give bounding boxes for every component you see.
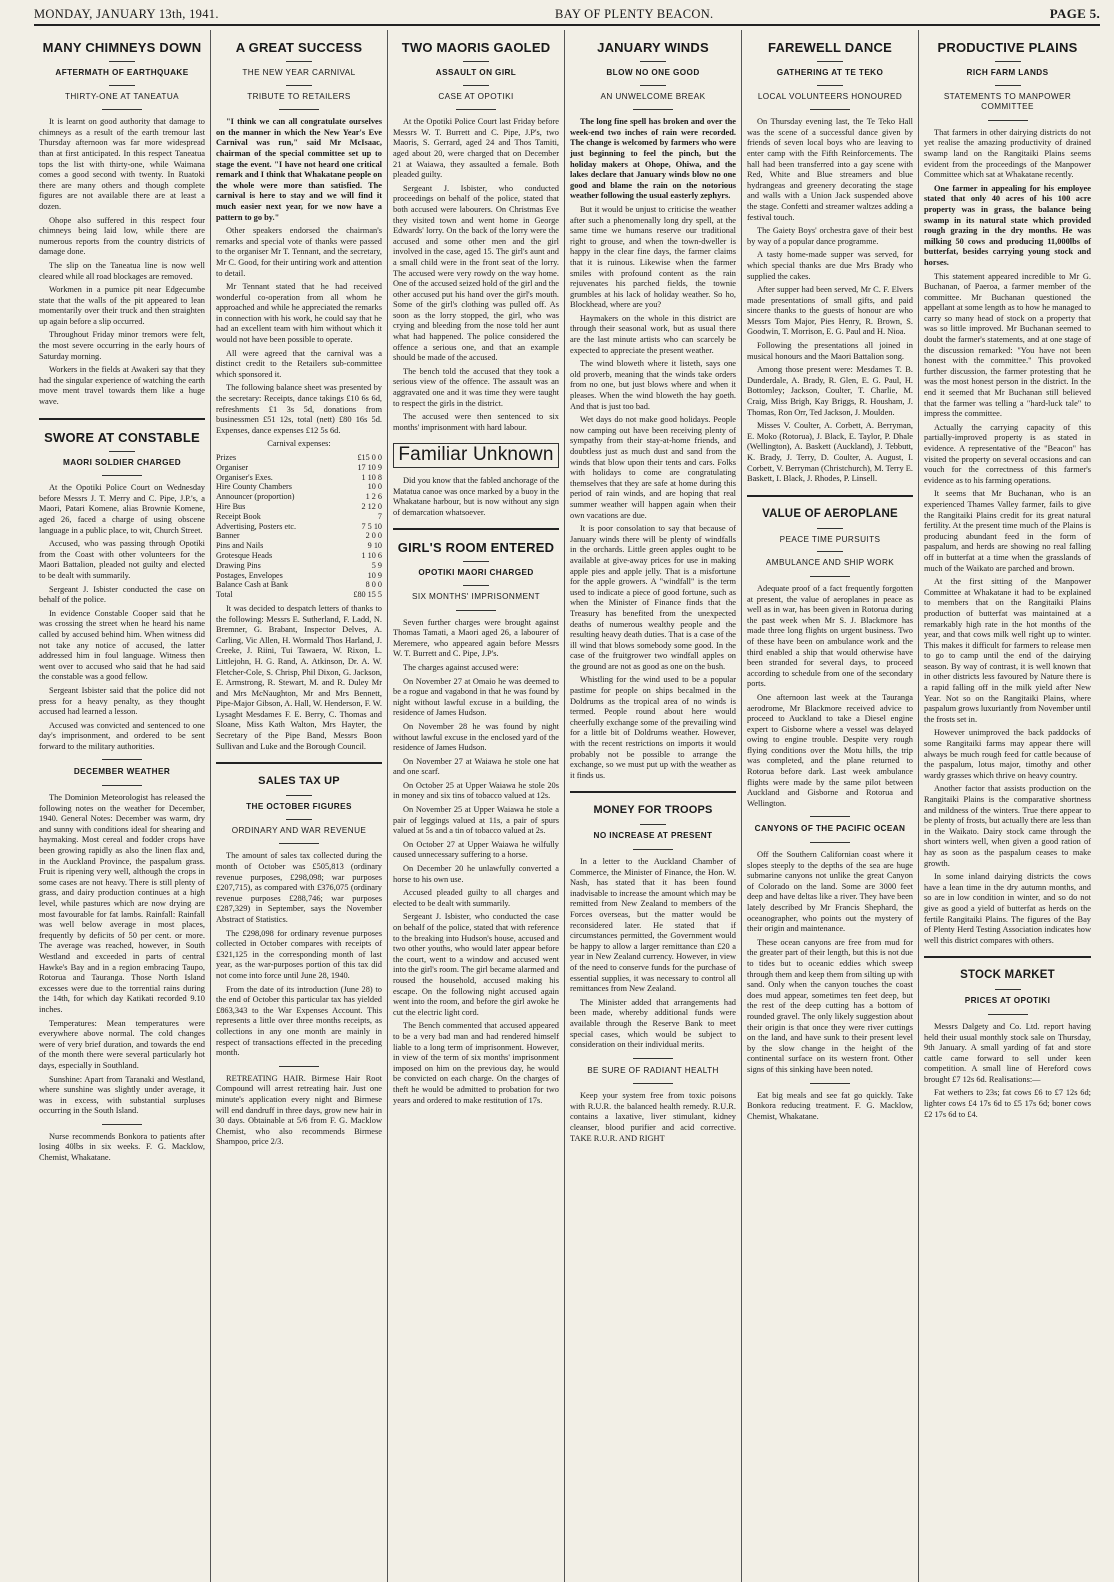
paragraph: Sergeant J. Isbister conducted the case on behalf of the police. [39,584,205,605]
divider [463,585,489,586]
subheading: SIX MONTHS' IMPRISONMENT [411,591,541,601]
subheading: BLOW NO ONE GOOD [606,68,700,77]
expense-item: Prizes [216,453,237,462]
divider [102,785,142,786]
paragraph: These ocean canyons are free from mud for the greater part of their length, but this is not due to tides but to oceanic eddies which sweep through them and keep them from silting up with sand. Only when the canyon touches the coast does mud appear, sometimes ten feet deep, but the rest of the deep cutting has a bottom of rounded gravel. The only likely suggestion about their origin is that once they were river cuttings on the land, and have sunk to their present level by the slow change in the height of the continental surface on its western front. Other signs of this sinking have been noted. [747,937,913,1074]
divider [102,109,142,110]
expense-row [216,561,382,571]
column-5 [742,30,919,1582]
subheading: STATEMENTS TO MANPOWER COMMITTEE [943,91,1072,112]
paragraph: In evidence Constable Cooper said that he was crossing the street when he heard his name called by accused behind him. When witness did not take any notice of accused, the latter addressed him in foul language. Witness then went over to accused who said that he had said the constable was a good fellow. [39,608,205,682]
expense-amount: 7 [377,511,382,521]
divider [810,816,850,817]
advertisement: Nurse recommends Bonkora to patients after losing 40lbs in six weeks. F. G. Macklow, Chemist, Whakatane. [39,1131,205,1163]
divider [109,451,135,452]
headline: FAREWELL DANCE [768,40,892,55]
expense-item: Pins and Nails [216,541,264,551]
paragraph: Sergeant Isbister said that the police did not press for a heavy penalty, as they thought accused had learned a lesson. [39,685,205,717]
article-december-weather [39,767,205,1163]
divider [995,85,1021,86]
expense-item: Hire Bus [216,501,246,511]
expense-row [216,512,382,522]
expense-row [216,492,382,502]
divider [924,956,1091,958]
divider [810,576,850,577]
expense-row [216,571,382,581]
subheading: OPOTIKI MAORI CHARGED [418,568,534,578]
subheading: AFTERMATH OF EARTHQUAKE [55,68,189,77]
subheading: GATHERING AT TE TEKO [776,68,884,77]
paragraph: After supper had been served, Mr C. F. Elvers made presentations of small gifts, and paid sincere thanks to the guests of honour are who Messrs Tom Major, Pies Henry, R. Brown, S. Goodwin, T. Morrison, E. G. Paul and H. Nioa. [747,285,913,337]
article-january-winds [570,40,736,781]
expense-amount: 1 2 6 [365,492,382,502]
paragraph: On Thursday evening last, the Te Teko Hall was the scene of a successful dance given by friends of seven local boys who are leaving to enter camp with the Fifth Reinforcements. The hall had been transferred into a gay scene with Red, White and Blue streamers and blue hydrangeas and greenery decorating the stage and walls with a Union Jack suspended above the stage. Confetti and streamer waltzes adding a festival touch. [747,117,913,222]
expense-item: Advertising, Posters etc. [216,521,297,531]
subheading: LOCAL VOLUNTEERS HONOURED [757,91,903,101]
paragraph: Sergeant J. Isbister, who conducted proceedings on behalf of the police, stated that both accused were labourers. On Christmas Eve they visited town and went home in George Edwards' lorry. On the back of the lorry were the accused and some other men and the girl involved in the case, aged 15. The girl's aunt and a small child were in the front seat of the lorry. The accused were very rowdy on the way home. One of the accused seized hold of the girl and the other accused put his hand over the girl's mouth. Some of the girl's clothing was pulled off. As soon as the lorry stopped, the girl, who was crying and bleeding from the nose told her aunt what had happened. The police considered the offence a serious one, and that an example should be made of the accused. [393,183,559,363]
paragraph: At the Opotiki Police Court last Friday before Messrs W. T. Burrett and C. Pipe, J.P's, two Maoris, S. Gerrard, aged 24 and Thos Tamiti, aged about 20, were charged that on December 21 at Waiawa, they assaulted a female. Both pleaded guilty. [393,117,559,180]
expense-row [216,541,382,551]
advertisement: Eat big meals and see fat go quickly. Take Bonkora reducing treatment. F. G. Macklow, Chemist, Whakatane. [747,1090,913,1121]
advertisement: Keep your system free from toxic poisons with R.U.R. the balanced health remedy. R.U.R. contains a laxative, liver stimulant, kidney cleanser, blood purifier and acid corrective. TAKE R.U.R. AND RIGHT [570,1091,736,1143]
divider [463,85,489,86]
expense-amount: 10 0 [367,482,382,492]
paragraph: Off the Southern Californian coast where it slopes steeply to the depths of the sea are huge submarine canyons not unlike the great Canyon of Colorado on the land. Some are 3000 feet deep and have deltas like a river. They have been lately described by Mr Francis Shephard, the oceanographer, who points out the mystery of their origin and maintenance. [747,850,913,934]
divider [640,824,666,825]
paragraph: In a letter to the Auckland Chamber of Commerce, the Minister of Finance, the Hon. W. Nash, has stated that it has been found inadvisable to increase the amount which may be remitted from New Zealand to members of the Forces overseas, but the matter would be reconsidered later. He stated that if circumstances permitted, the Government would be happy to allow a larger remittance than £20 a year in New Zealand currency. However, in view of the need to conserve funds for the purchase of essential supplies, it was necessary to control all remittances from New Zealand. [570,857,736,994]
expense-row [216,482,382,492]
paragraph: Messrs Dalgety and Co. Ltd. report having held their usual monthly stock sale on Thursday, 9th January. A small yarding of fat and store cattle came forward to sell under keen competition. A small line of Hereford cows brought £7 12s 6d. Realisations:— [924,1021,1091,1084]
paragraph: The following balance sheet was presented by the secretary: Receipts, dance takings £10 6s 6d, refreshments £1 3s 5d, donations from businessmen £51 12s, total (nett) £80 16s 5d. Expenses, dance expenses £12 5s 6d. [216,383,382,435]
expense-row [216,463,382,473]
paragraph: One farmer in appealing for his employee stated that only 40 acres of his 100 acre property was in grass, the balance being swamp in its natural state which provided rough grazing in the dry months. He was milking 50 cows and producing 11,000lbs of butterfat, besides carrying young stock and horses. [924,183,1091,267]
expense-item: Announcer (proportion) [216,492,295,502]
paragraph: Throughout Friday minor tremors were felt, the most severe occurring in the early hours of Saturday morning. [39,330,205,361]
paragraph: On November 28 he was found by night without lawful excuse in the enclosed yard of the residence of James Hudson. [393,721,559,753]
expense-amount: 1 10 6 [361,550,382,560]
subheading: ASSAULT ON GIRL [435,68,517,77]
headline: TWO MAORIS GAOLED [401,40,551,55]
divider [463,61,489,62]
columns [34,30,1100,1582]
expense-amount: 10 9 [367,570,382,580]
subheading: ORDINARY AND WAR REVENUE [231,825,367,835]
column-4 [565,30,742,1582]
divider [102,475,142,476]
paragraph: The wind bloweth where it listeth, says one old proverb, meaning that the winds take orders from no one, but just blows where and when it pleases. When the wind bloweth the hay goeth. And that is just too bad. [570,359,736,411]
expense-amount: £15 0 0 [357,453,382,462]
paragraph: On December 20 he unlawfully converted a horse to his own use. [393,864,559,884]
paragraph: It seems that Mr Buchanan, who is an experienced Thames Valley farmer, fails to give the Rangitaiki Plains credit for its great natural fertility. At the present time much of the Plains is producing abundant feed in the form of paspalum, and herds are showing no real falling off in butterfat at a time when the grasslands of much of the Waikato are parched and brown. [924,489,1091,573]
divider [216,762,382,764]
subheading: THE OCTOBER FIGURES [246,802,352,812]
divider [109,61,135,62]
headline: SALES TAX UP [258,775,340,788]
paragraph: Haymakers on the whole in this district are through their seasonal work, but as usual there are the last minute artists who can scarcely be expected to appreciate the present weather. [570,313,736,355]
divider [286,819,312,820]
paragraph: Accused pleaded guilty to all charges and elected to be dealt with summarily. [393,888,559,908]
paragraph: Workers in the fields at Awakeri say that they had the singular experience of watching the earth move ment travel towards them like a huge wave. [39,365,205,407]
divider [393,528,559,530]
paragraph: The Minister added that arrangements had been made, whereby additional funds were available through the Reserve Bank to meet special cases, which would be subject to consideration on their individual merits. [570,997,736,1050]
page-number: PAGE 5. [1049,6,1100,21]
paragraph: It is poor consolation to say that because of January winds there will be plenty of windfalls in the orchards. Little green apples ought to be available at give-away prices for use in making apple pies and apple jelly. That is a misfortune for the apple growers. A "windfall" is the term used to indicate a piece of good fortune, such as when the Minister of Finance finds that the Treasury has benefited from the unexpected deaths of numerous wealthy people and the resulting heavy death duties. That is a case of the ill wind that blows somebody some good. In the case of the fruitgrower two windfall apples on the ground are not as good as one on the bush. [570,524,736,671]
expense-row [216,522,382,532]
lead-paragraph: "I think we can all congratulate ourselves on the manner in which the New Year's Eve Carnival was run," said Mr McIsaac, chairman of the special committee set up to stage the event. "I have not heard one critical remark and I think that Whakatane people on the whole were more than satisfied. The carnival is here to stay and we will find it much easier next year, for we now have a pattern to go by." [216,117,382,222]
paragraph: From the date of its introduction (June 28) to the end of October this particular tax has yielded £863,343 to the War Expenses Account. This represents a little over three months receipts, as collections in any one month are mainly in respect of transactions effected in the preceding month. [216,984,382,1058]
divider [102,1124,142,1125]
subheading: PRICES AT OPOTIKI [964,996,1051,1006]
expense-amount: £80 15 5 [353,590,382,600]
expense-item: Total [216,590,233,600]
expense-row [216,590,382,600]
paragraph: Seven further charges were brought against Thomas Tamati, a Maori aged 26, a labourer of Meremere, who appeared again before Messrs W. T. Burrett and C. Pipe, J.P's. [393,617,559,659]
paragraph: Other speakers endorsed the chairman's remarks and special vote of thanks were passed to the organiser Mr T. Tennant, and the secretary, Mr C. Good, for their untiring work and attention to detail. [216,226,382,278]
paragraph: Accused was convicted and sentenced to one day's imprisonment, and ordered to be sent forward to the military authorities. [39,720,205,751]
expense-item: Balance Cash at Bank [216,580,289,590]
expense-row [216,502,382,512]
article-two-maoris-gaoled [393,40,559,433]
divider [570,791,736,793]
paragraph: A tasty home-made supper was served, for which special thanks are due Mrs Brady who supplied the cakes. [747,250,913,281]
article-farewell-dance [747,40,913,485]
divider [456,610,496,611]
divider [633,109,673,110]
expense-item: Organiser [216,462,249,472]
expense-item: Organiser's Exes. [216,472,273,482]
paragraph: This statement appeared incredible to Mr G. Buchanan, of Paeroa, a farmer member of the committee. Mr Buchanan questioned the appellant at some length as to how he managed to carry so many head of stock on a property that was so little improved. Mr Buchanan seemed to doubt the farmer's statements, and at one stage of the discussion remarked: "You have not been honest with the committee." This provoked further discussion, the farmer protesting that he was the most honest person in the district. In the end it seemed that Mr Buchanan still believed that the farmer was telling a "hard-luck tale" to impress the committee. [924,271,1091,419]
divider [995,61,1021,62]
divider [286,795,312,796]
divider [640,61,666,62]
expense-item: Hire County Chambers [216,482,292,492]
expense-row [216,453,382,463]
paragraph: The bench told the accused that they took a serious view of the offence. The assault was an aggravated one and it was time they were taught to respect the girls in the district. [393,366,559,408]
divider [279,1066,319,1067]
expense-amount: 2 0 0 [365,531,382,541]
column-6 [919,30,1096,1582]
divider [279,843,319,844]
expense-item: Postages, Envelopes [216,570,283,580]
subheading: THIRTY-ONE AT TANEATUA [64,91,180,101]
expense-item: Drawing Pins [216,560,261,570]
paragraph: Fat wethers to 23s; fat cows £6 to £7 12s 6d; lighter cows £4 17s 6d to £5 17s 6d; boner cows £2 17s 6d to £4. [924,1088,1091,1119]
expense-row [216,531,382,541]
paragraph: Another factor that assists production on the Rangitaiki Plains is the comparative shortness and mildness of the winters. True there appear to be plenty of frosts, but actually there are less than in the Waikato. Dairy stock came through the short winters well, when given a good ration of hay as soon as the paspalum ceases to make growth. [924,784,1091,868]
headline: Familiar Unknown [393,443,559,468]
expenses-title: Carnival expenses: [267,439,331,449]
paragraph: Among those present were: Mesdames T. B. Dunderdale, A. Brady, R. Glen, E. G. Paul, H. Bottomley; Jackson, Coulter, T. Charlie, M. Craig, Miss Brigh, Kay Briggs, R. Housham, J. Thomas, Ron Orr, Ted Jackson, J. Moulden. [747,365,913,417]
paragraph: But it would be unjust to criticise the weather after such a phenomenally long dry spell, at the same time we humans reserve our traditional right to grouse, and when the town-dweller is happy in the clear fine days, the farmer claims that it is ruinous. Likewise when the farmer smiles with profound content as the rain rejuvenates his parched fields, the townie grumbles at his lack of holiday weather. So ho, Blockhead, where are you? [570,204,736,310]
paragraph: The Bench commented that accused appeared to be a very bad man and had rendered himself liable to a long term of imprisonment. However, in view of the term of six months' imprisonment imposed on him on the previous day, he would be convicted on each charge. On the charges of theft he would be admitted to probation for two years and ordered to make restitution of 17s. [393,1021,559,1105]
paragraph: On October 25 at Upper Waiawa he stole 20s in money and six tins of tobacco valued at 12s. [393,780,559,801]
divider [109,85,135,86]
divider [817,528,843,529]
divider [456,109,496,110]
paragraph: Did you know that the fabled anchorage of the Matatua canoe was once marked by a buoy in the Whakatane harbour, but is now without any sign of demarcation whatsoever. [393,476,559,517]
paragraph: The Dominion Meteorologist has released the following notes on the weather for December, 1940. General Notes: December was warm, dry and sunny with conditions ideal for shearing and haymaking. Most cereal and fodder crops have been growing rapidly as also the linen flax and, in the Auckland Province, the paspalum grass. Fruit is ripening very well, although the crops in some cases are not heavy. There is still plenty of grass, and dairy production continues at a high level, while pastures which are now drying are most favourable for fat lambs. Rainfall: Rainfall was well below average in most places, frequently by deficits of 50 per cent. or more. The average was reached, however, in South Westland and exceeded in parts of central Hawke's Bay and in a region embracing Taupo, Rotorua and Tauranga. Those North Island excesses were due to the torrential rains during the 14th, for which day Katikati recorded 9.10 inches. [39,793,205,1014]
article-canyons [747,824,913,1122]
divider [817,61,843,62]
subheading: RICH FARM LANDS [966,68,1049,77]
subheading: PEACE TIME PURSUITS [779,534,881,544]
subheading: AN UNWELCOME BREAK [600,91,706,101]
paragraph: Ohope also suffered in this respect four chimneys being laid low, while there are numerous reports from the country districts of damage done. [39,215,205,257]
divider [39,418,205,420]
paragraph: In some inland dairying districts the cows have a lean time in the dry autumn months, and so are in low condition in winter, and so do not give as good a yield of butterfat as herds on the fertile Rangitaiki Plains. The figures of the Bay of Plenty Herd Testing Association indicates how well this district compares with others. [924,872,1091,945]
article-great-success [216,40,382,752]
divider [810,1083,850,1084]
divider [102,759,142,760]
paragraph: Adequate proof of a fact frequently forgotten at present, the value of aeroplanes in peace as well as in war, has been given in Rotorua during the past week when Mr S. J. Blackmore has made three long flights on urgent business. Two of these have been on ambulance work and the third enabled a ship that would otherwise have been stranded for several days, to proceed according to schedule from one of the secondary ports. [747,583,913,689]
divider [817,85,843,86]
paragraph: Following the presentations all joined in musical honours and the Maori Battalion song. [747,341,913,361]
paragraph: At the Opotiki Police Court on Wednesday before Messrs J. T. Merry and C. Pipe, J.P.'s, a Maori, Patari Komene, alias Brownie Komene, aged 26, faced a charge of using obscene language in a public place, to wit, Church Street. [39,483,205,535]
column-2 [211,30,388,1582]
paragraph: On November 25 at Upper Waiawa he stole a pair of leggings valued at 11s, a pair of spurs valued at 5s and a tin of tobacco valued at 2s. [393,805,559,836]
article-sales-tax [216,774,382,1148]
paragraph: Workmen in a pumice pit near Edgecumbe state that the walls of the pit appeared to lean momentarily over their truck and then straighten up again before a slip occurred. [39,285,205,326]
expense-amount: 8 0 0 [365,580,382,590]
headline: DECEMBER WEATHER [73,767,171,777]
headline: JANUARY WINDS [597,40,709,55]
headline: PRODUCTIVE PLAINS [937,40,1078,55]
paragraph: The amount of sales tax collected during the month of October was £505,813 (ordinary revenue purposes, £298,098; war purposes £207,715), as compared with £376,075 (ordinary revenue purposes £288,746; war purposes £287,329) in September, says the November Abstract of Statistics. [216,851,382,925]
divider [817,551,843,552]
subheading: TRIBUTE TO RETAILERS [247,91,351,101]
divider [988,1014,1028,1015]
expense-amount: 17 10 9 [357,462,382,472]
lead-paragraph: The long fine spell has broken and over the week-end two inches of rain were recorded. The change is welcomed by farmers who were just beginning to feel the pinch, but the holiday makers at Ohope, Ohiwa, and the lakes declare that January winds blow no one good and blame the rain on the notorious weather following the usual easterly zephyrs. [570,117,736,201]
headline: VALUE OF AEROPLANE [762,507,898,520]
subheading: NO INCREASE AT PRESENT [593,831,713,841]
paper-name: BAY OF PLENTY BEACON. [555,7,714,21]
subheading: AMBULANCE AND SHIP WORK [765,558,895,568]
paragraph: It was decided to despatch letters of thanks to the following: Messrs E. Sutherland, F. Ladd, N. Bremner, G. Brabant, Inspector Delves, A. Carling, Vic Allen, H. Wormald Thos Harland, J. Creeke, J. Riini, Tui Tawaera, W. Rixon, L. Littlejohn, H. G. Rand, A. Atkinson, Dr. A. W. Fletcher-Cole, S. Chrisp, Phil Dixon, G. Jackson, E. Armstrong, R. Stewart, M. and R. Duley Mr and Mrs McNaughton, Mr and Mrs Bennett, Pipe-Major Gibson, A. Hall, W. Henderson, F. W. Lysaght Mesdames F. E. Berry, C. Thomas and Sloane, Miss Kath Walton, Mrs Hayter, the Secretary of the Pipe Band, Messrs Boon Sullivan and Luke and the Borough Council. [216,603,382,751]
headline: SWORE AT CONSTABLE [44,429,200,445]
expense-item: Banner [216,531,240,541]
divider [810,842,850,843]
paragraph: The slip on the Taneatua line is now well cleared while all road blockages are removed. [39,260,205,281]
headline: A GREAT SUCCESS [235,40,363,55]
paragraph: Actually the carrying capacity of this partially-improved property is as stated in evidence. A representative of the "Beacon" has visited the property on several occasions and can vouch for the correctness of this farmer's evidence as to his farming operations. [924,422,1091,485]
article-familiar-unknown [393,443,559,518]
paragraph: The charges against accused were: [403,662,519,672]
lead-paragraph: That farmers in other dairying districts do not yet realise the amazing productivity of drained swamp land on the Rangitaiki Plains seems evident from the proceedings of the Manpower Committee which sat at Whakatane recently. [924,127,1091,180]
column-3 [388,30,565,1582]
article-stock-market [924,968,1091,1120]
expense-row [216,473,382,483]
paragraph: However unimproved the back paddocks of some Rangitaiki farms may appear there will always be much rough feed for cattle because of the paspalum, lotus major, timothy and other wardy grasses which thrive on heavy country. [924,728,1091,780]
divider [640,85,666,86]
divider [286,61,312,62]
paragraph: Sergeant J. Isbister, who conducted the case on behalf of the police, stated that with reference to the breaking into Hudson's house, accused and two other youths, who would later appear before the court, went to a window and accused went into the girl's room. The girl became alarmed and roused the household, accused making his escape. On the following night accused again went into the room, and before the girl awoke he cut the electric light cord. [393,912,559,1017]
article-value-of-aeroplane [747,507,913,810]
expense-amount: 2 12 0 [361,501,382,511]
paragraph: On November 27 at Waiawa he stole one hat and one scarf. [393,756,559,777]
paragraph: Temperatures: Mean temperatures were everywhere above normal. The cold changes were of very brief duration, and towards the end of the month there were several particularly hot days, especially in Southland. [39,1018,205,1070]
paragraph: Whistling for the wind used to be a popular pastime for people on ships becalmed in the Doldrums as the tropical area of no winds is termed. People round about here would cheerfully exchange some of the prevailing wind for a little bit of Doldrums weather. However, with the recent restrictions on imports it would probably not be possible to arrange the exchange, so we must put up with the weather as it finds us. [570,675,736,780]
headline: GIRL'S ROOM ENTERED [397,540,555,556]
divider [279,109,319,110]
divider [988,120,1028,121]
paragraph: Misses V. Coulter, A. Corbett, A. Berryman, E. Moko (Rotorua), J. Black, E. Taylor, P. Dhale (Wellington), A. Baskett (Auckland), J. Tebbutt, K. Brady, J. Terry, D. Coulter, A. August, I. Corbett, V. Berryman (Christchurch), M. Terry E. Baskett, I. Black, J. Rhodes, P. Linsell. [747,421,913,484]
article-productive-plains [924,40,1091,946]
paragraph: All were agreed that the carnival was a distinct credit to the Retailers sub-committee which sponsored it. [216,348,382,379]
article-swore-at-constable [39,430,205,753]
advertisement: RETREATING HAIR. Birmese Hair Root Compound will arrest retreating hair. Just one minute's application every night and Birmese will end dandruff in three days, grow new hair in 30 days. Obtainable at 5/6 from F. G. Macklow Chemist, who also recommends Birmese Shampoo, price 2/3. [216,1073,382,1147]
paragraph: Mr Tennant stated that he had received wonderful co-operation from all whom he approached and while he appreciated the remarks in connection with his work, he could say that he had an excellent team with him without which it would not have been possible to operate. [216,282,382,345]
paragraph: The £298,098 for ordinary revenue purposes collected in October compares with receipts of £321,125 in the corresponding month of last year, as the war-purposes portion of this tax did not come into force until June 28, 1940. [216,928,382,980]
headline: MONEY FOR TROOPS [593,804,713,817]
expense-amount: 9 10 [367,541,382,551]
masthead [34,4,1100,26]
paragraph: It is learnt on good authority that damage to chimneys as a result of the earth tremour last Thursday afternoon was far more widespread than at first anticipated. In this respect Taneatua tops the list with thirty-one, while Waimana comes a good second with twenty. In Ruatoki there are many others and though complete figures are not available there are at least a dozen. [39,117,205,211]
subheading: THE NEW YEAR CARNIVAL [242,68,356,77]
divider [747,495,913,497]
article-money-for-troops [570,803,736,1144]
paragraph: On October 27 at Upper Waiawa he wilfully caused unnecessary suffering to a horse. [393,839,559,860]
expenses-table [216,453,382,600]
expense-row [216,551,382,561]
article-many-chimneys [39,40,205,408]
column-1 [34,30,211,1582]
subheading: MAORI SOLDIER CHARGED [62,457,182,467]
paragraph: Sunshine: Apart from Taranaki and Westland, where sunshine was slightly under average, it was in excess, with substantial surpluses occurring in the South Island. [39,1074,205,1116]
issue-date: MONDAY, JANUARY 13th, 1941. [34,7,219,21]
advertisement-heading: BE SURE OF RADIANT HEALTH [587,1065,719,1075]
paragraph: The Gaiety Boys' orchestra gave of their best by way of a popular dance programme. [747,226,913,246]
headline: MANY CHIMNEYS DOWN [42,40,202,55]
expense-item: Receipt Book [216,511,261,521]
divider [463,561,489,562]
divider [810,109,850,110]
divider [995,989,1021,990]
expense-amount: 5 9 [371,560,382,570]
headline: CANYONS OF THE PACIFIC OCEAN [754,824,906,834]
expense-item: Grotesque Heads [216,550,273,560]
paragraph: At the first sitting of the Manpower Committee at Whakatane it had to be explained to members that on the Rangitaiki Plains production of butterfat was maintained at a remarkably high rate in the hot months of the year, and that cows milk well right up to winter. This makes it difficult for farmers to release men to go to camp until the end of the dairying season. By way of contrast, it is well known that in other districts less favoured by Nature there is a rapid falling off in the milk yield after New Year. Not so on the Rangitaiki Plains, where paspalum grows luxuriantly from November until the frosts set in. [924,577,1091,724]
paragraph: Accused, who was passing through Opotiki from the Coast with other volunteers for the Maori Battalion, pleaded not guilty and elected to be dealt with summarily. [39,539,205,580]
article-girls-room-entered [393,540,559,1106]
paragraph: Wet days do not make good holidays. People now camping out have been receiving plenty of sympathy from their stay-at-home friends, and doubtless just as much dust and sand from the winds that blow upon their tents and cars. Folks with holidays to come are congratulating themselves that they are safe at home during this period of rain winds, and are hoping that real summer weather will happen again when their own vacations are due. [570,415,736,520]
headline: STOCK MARKET [960,969,1055,982]
expense-row [216,580,382,590]
divider [286,85,312,86]
paragraph: The accused were then sentenced to six months' imprisonment with hard labour. [393,412,559,432]
divider [633,1058,673,1059]
paragraph: On November 27 at Omaio he was deemed to be a rogue and vagabond in that he was found by night without lawful excuse in a building, the residence of James Hudson. [393,676,559,718]
paragraph: One afternoon last week at the Tauranga aerodrome, Mr Blackmore received advice to proceed to Auckland to take a Diesel engine expert to Gisborne where a vessel was delayed owing to engine trouble. Despite very rough flying conditions over the Motu hills, the trip was completed, and the plane returned to Rotorua before dark. Last week ambulance flights were made by the same pilot between Auckland and Gisborne and Rotorua and Wellington. [747,692,913,808]
divider [633,849,673,850]
expense-amount: 1 10 8 [361,472,382,482]
expense-amount: 7 5 10 [361,521,382,531]
subheading: CASE AT OPOTIKI [438,91,514,101]
divider [633,1083,673,1084]
